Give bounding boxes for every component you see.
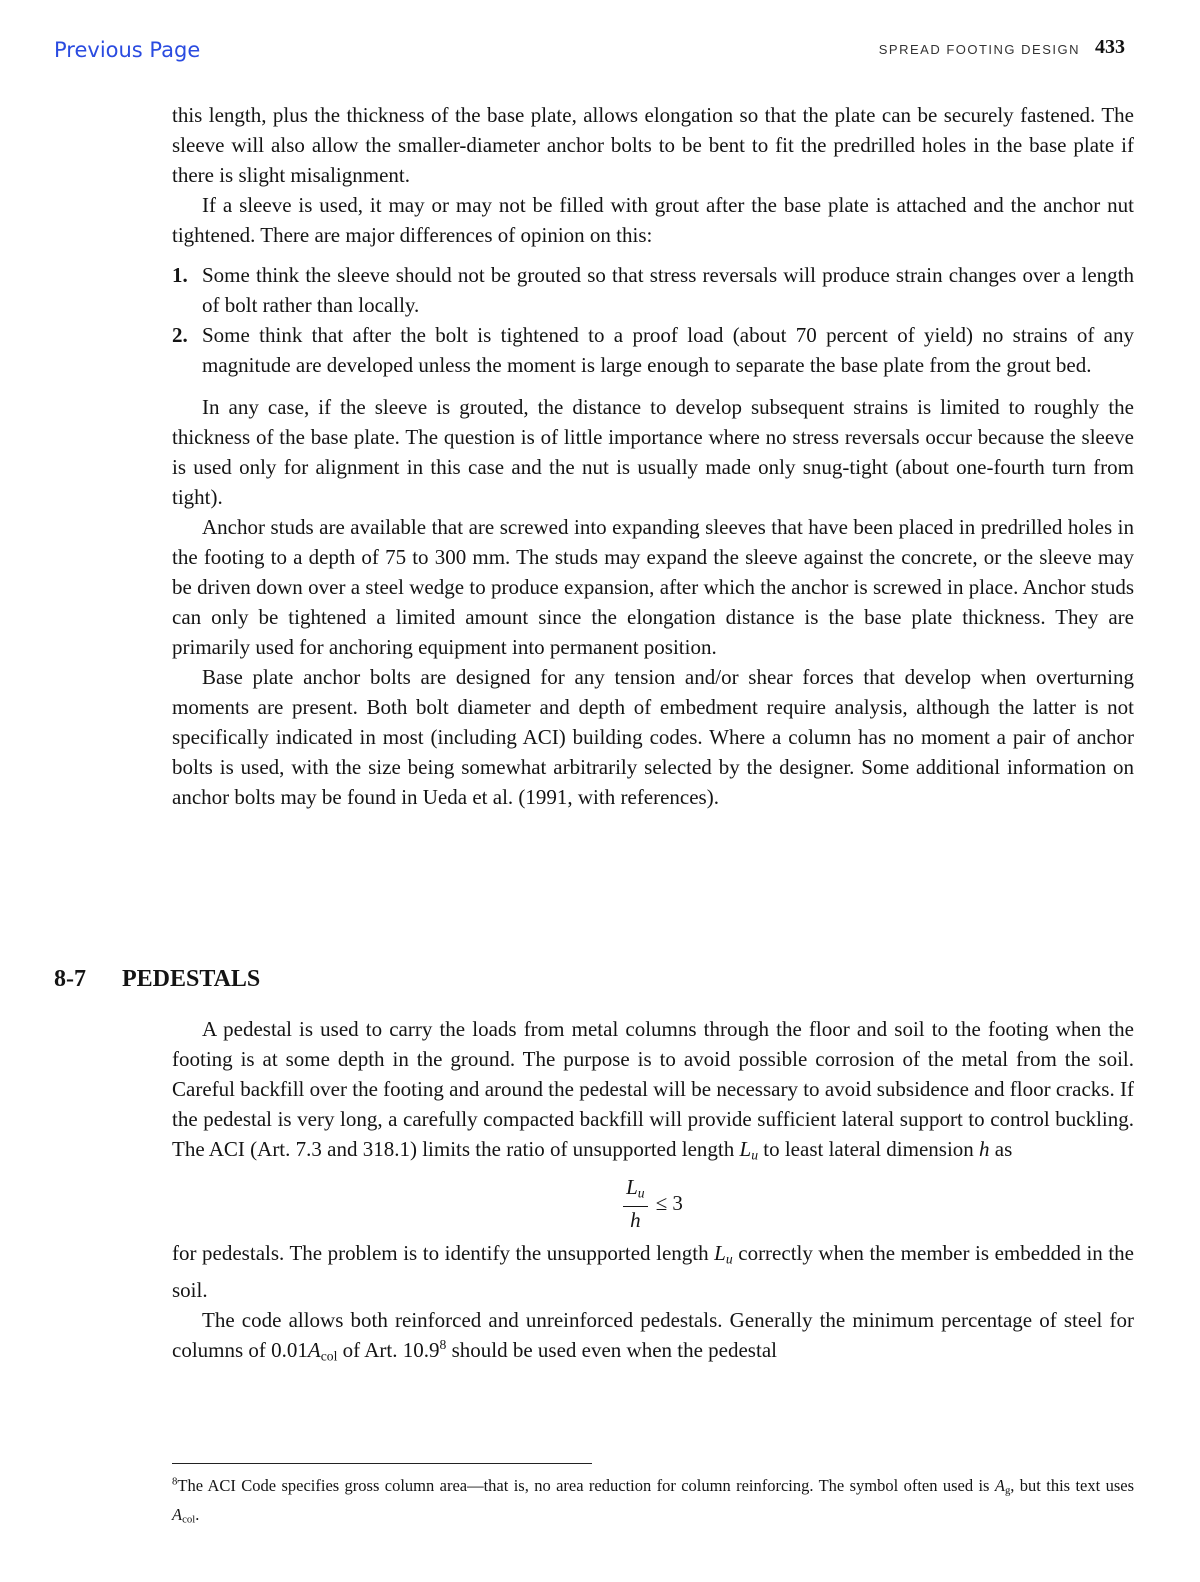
- equation-denominator: h: [630, 1208, 641, 1233]
- paragraph-reinforcement: The code allows both reinforced and unreinforced pedestals. Generally the minimum percentage of steel for columns of $0.01A_{col}$ of Art. 10.9$^8$ should be used even when the pedestal: [172, 1307, 1134, 1364]
- footnote-rule: [172, 1463, 592, 1464]
- body-text-pedestals: [172, 1014, 1134, 1371]
- paragraph-unsupported-length: for pedestals. The problem is to identify the unsupported length $L_u$ correctly when the member is embedded in the soil.: [172, 1241, 1135, 1302]
- equation-ratio: [172, 1174, 1134, 1232]
- paragraph-sleeve-grout: If a sleeve is used, it may or may not be filled with grout after the base plate is attached and the anchor nut tightened. There are major differences of opinion on this:: [172, 193, 1134, 247]
- opinion-list: [172, 260, 1134, 380]
- section-heading: [54, 966, 260, 993]
- paragraph-base-plate-bolts: Base plate anchor bolts are designed for any tension and/or shear forces that develop when overturning moments are present. Both bolt diameter and depth of embedment require analysis, although the latter is not specifically indicated in most (including ACI) building codes. Where a column has no moment a pair of anchor bolts is used, with the size being somewhat arbitrarily selected by the designer. Some additional information on anchor bolts may be found in Ueda et al. (1991, with references).: [172, 665, 1134, 809]
- body-text-upper: [172, 100, 1134, 812]
- list-item-number: 2.: [172, 323, 188, 347]
- paragraph-continuation: this length, plus the thickness of the base plate, allows elongation so that the plate can be securely fastened. The sleeve will also allow the smaller-diameter anchor bolts to be bent to fit the predrilled holes in the base plate if there is slight misalignment.: [172, 103, 1134, 187]
- page-number: 433: [1095, 36, 1125, 58]
- footnote-marker: 8: [172, 1475, 178, 1488]
- list-item: [172, 320, 1134, 380]
- section-title: PEDESTALS: [122, 966, 261, 992]
- equation-relation: ≤ 3: [655, 1191, 683, 1216]
- equation-fraction: [623, 1174, 648, 1233]
- list-item-text: Some think that after the bolt is tightened to a proof load (about 70 percent of yield) no strains of any magnitude are developed unless the moment is large enough to separate the base plate from the grout bed.: [202, 323, 1134, 377]
- section-number: 8-7: [54, 966, 86, 992]
- running-head: SPREAD FOOTING DESIGN: [878, 42, 1080, 57]
- footnote: $^8$The ACI Code specifies gross column area—that is, no area reduction for column reinforcing. The symbol often used is $A_g$, but this text uses $A_{col}$.: [172, 1475, 1134, 1526]
- list-item-number: 1.: [172, 263, 188, 287]
- equation-numerator: $L_u$: [623, 1174, 648, 1207]
- list-item-text: Some think the sleeve should not be grouted so that stress reversals will produce strain changes over a length of bolt rather than locally.: [202, 263, 1134, 317]
- paragraph-any-case: In any case, if the sleeve is grouted, the distance to develop subsequent strains is limited to roughly the thickness of the base plate. The question is of little importance where no stress reversals occur because the sleeve is used only for alignment in this case and the nut is usually made only snug-tight (about one-fourth turn from tight).: [172, 395, 1134, 509]
- paragraph-anchor-studs: Anchor studs are available that are screwed into expanding sleeves that have been placed in predrilled holes in the footing to a depth of 75 to 300 mm. The studs may expand the sleeve against the concrete, or the sleeve may be driven down over a steel wedge to produce expansion, after which the anchor is screwed in place. Anchor studs can only be tightened a limited amount since the elongation distance is the base plate thickness. They are primarily used for anchoring equipment into permanent position.: [172, 515, 1134, 659]
- paragraph-pedestal-intro: A pedestal is used to carry the loads from metal columns through the floor and soil to the footing when the footing is at some depth in the ground. The purpose is to avoid possible corrosion of the metal from the soil. Careful backfill over the footing and around the pedestal will be necessary to avoid subsidence and floor cracks. If the pedestal is very long, a carefully compacted backfill will provide sufficient lateral support to control buckling. The ACI (Art. 7.3 and 318.1) limits the ratio of unsupported length $L_u$ to least lateral dimension h as: [172, 1017, 1134, 1163]
- previous-page-link[interactable]: Previous Page: [54, 38, 201, 62]
- list-item: [172, 260, 1134, 320]
